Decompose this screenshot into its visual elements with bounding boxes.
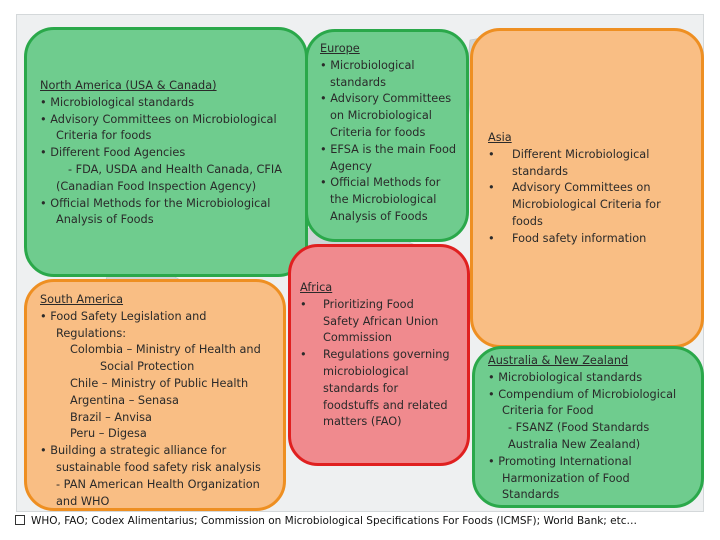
australia-text	[488, 353, 676, 504]
south-america-line-2: Regulations:	[56, 326, 127, 340]
south-america-text	[40, 292, 261, 510]
africa-line-8: matters (FAO)	[323, 415, 402, 429]
australia-line-2: • Compendium of Microbiological	[488, 387, 677, 401]
north-america-line-8: Analysis of Foods	[56, 213, 154, 227]
south-america-line-5: Chile – Ministry of Public Health	[70, 376, 249, 390]
europe-line-4: on Microbiological	[330, 109, 432, 123]
europe-line-3: • Advisory Committees	[320, 92, 452, 106]
footer-text: WHO, FAO; Codex Alimentarius; Commission on Microbiological Specifications For Foods (ICMSF); World Bank; etc…	[31, 515, 638, 527]
asia-bullet-1: •	[488, 147, 495, 161]
africa-line-5: microbiological	[323, 364, 409, 378]
south-america-line-9: • Building a strategic alliance for	[40, 444, 227, 458]
north-america-line-2: • Advisory Committees on Microbiological	[40, 112, 277, 126]
south-america-line-12: and WHO	[56, 494, 110, 508]
north-america-line-7: • Official Methods for the Microbiological	[40, 196, 271, 210]
asia-title: Asia	[488, 131, 512, 144]
europe-line-5: Criteria for foods	[330, 125, 426, 139]
south-america-line-10: sustainable food safety risk analysis	[56, 460, 261, 474]
asia-bullet-3: •	[488, 231, 495, 245]
africa-bullet-1: •	[300, 297, 307, 311]
europe-title: Europe	[320, 42, 360, 55]
australia-line-8: Standards	[502, 488, 560, 502]
asia-line-2: standards	[512, 164, 568, 178]
australia-line-1: • Microbiological standards	[488, 370, 643, 384]
europe-line-7: Agency	[330, 159, 372, 173]
asia-line-5: foods	[512, 214, 543, 228]
europe-line-1: • Microbiological	[320, 58, 415, 72]
checkbox-bullet-icon	[15, 515, 25, 525]
europe-line-2: standards	[330, 75, 386, 89]
south-america-line-3: Colombia – Ministry of Health and	[70, 343, 261, 357]
europe-line-10: Analysis of Foods	[330, 209, 428, 223]
australia-line-4: - FSANZ (Food Standards	[508, 421, 650, 435]
europe-line-9: the Microbiological	[330, 193, 437, 207]
australia-line-3: Criteria for Food	[502, 404, 594, 418]
north-america-line-4: • Different Food Agencies	[40, 146, 186, 160]
south-america-line-7: Brazil – Anvisa	[70, 410, 152, 424]
africa-line-6: standards for	[323, 381, 399, 395]
north-america-line-5: - FDA, USDA and Health Canada, CFIA	[68, 162, 282, 176]
asia-line-6: Food safety information	[512, 231, 647, 245]
south-america-line-1: • Food Safety Legislation and	[40, 309, 207, 323]
australia-title: Australia & New Zealand	[488, 354, 629, 367]
south-america-line-6: Argentina – Senasa	[70, 393, 179, 407]
south-america-line-8: Peru – Digesa	[70, 427, 147, 441]
north-america-text	[40, 78, 282, 229]
north-america-line-6: (Canadian Food Inspection Agency)	[56, 179, 257, 193]
europe-line-8: • Official Methods for	[320, 176, 441, 190]
australia-line-5: Australia New Zealand)	[508, 437, 641, 451]
australia-line-6: • Promoting International	[488, 454, 632, 468]
africa-line-3: Commission	[323, 331, 392, 345]
asia-line-1: Different Microbiological	[512, 147, 650, 161]
africa-line-4: Regulations governing	[323, 348, 450, 362]
south-america-line-11: - PAN American Health Organization	[56, 477, 260, 491]
asia-bullet-2: •	[488, 181, 495, 195]
north-america-line-3: Criteria for foods	[56, 129, 152, 143]
south-america-title: South America	[40, 293, 124, 306]
africa-line-7: foodstuffs and related	[323, 398, 448, 412]
europe-line-6: • EFSA is the main Food	[320, 142, 457, 156]
north-america-line-1: • Microbiological standards	[40, 95, 195, 109]
south-america-line-4: Social Protection	[100, 360, 195, 374]
africa-title: Africa	[300, 281, 333, 294]
africa-line-2: Safety African Union	[323, 314, 439, 328]
footer-note	[15, 515, 637, 527]
europe-text	[320, 41, 456, 226]
africa-bullet-2: •	[300, 348, 307, 362]
australia-line-7: Harmonization of Food	[502, 471, 630, 485]
asia-text	[488, 130, 661, 248]
north-america-title: North America (USA & Canada)	[40, 79, 217, 92]
africa-text	[300, 280, 450, 431]
asia-line-4: Microbiological Criteria for	[512, 198, 661, 212]
asia-line-3: Advisory Committees on	[512, 181, 651, 195]
africa-line-1: Prioritizing Food	[323, 297, 414, 311]
